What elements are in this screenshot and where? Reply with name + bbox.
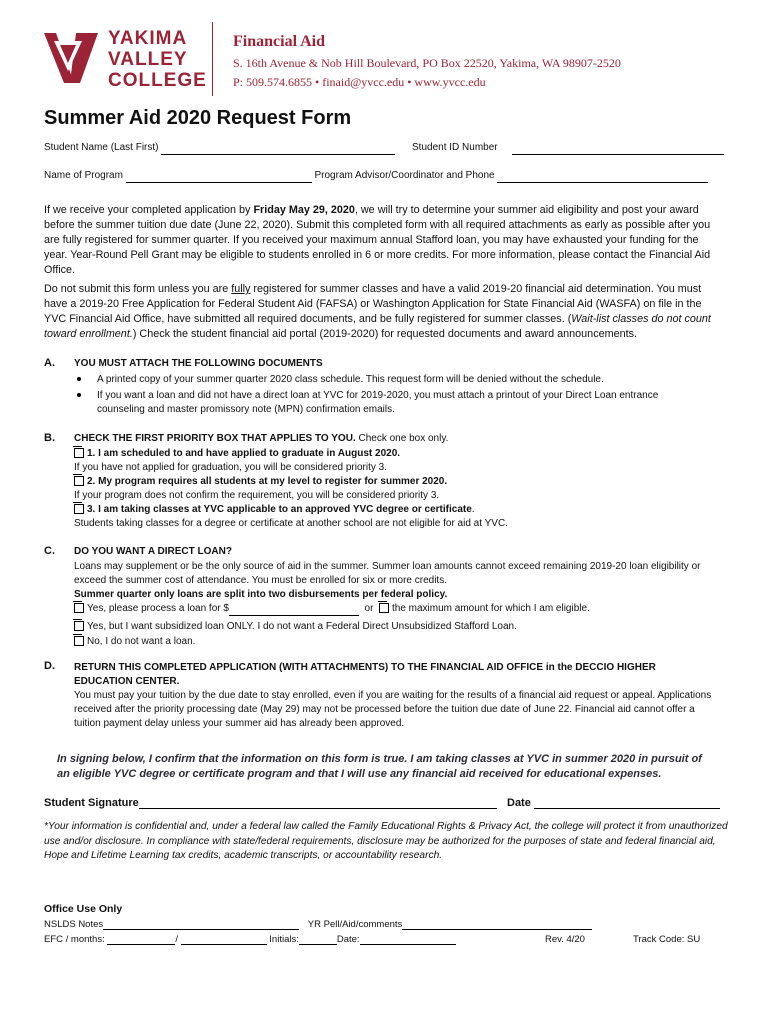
loan-option-none: No, I do not want a loan. [74, 635, 734, 649]
certification-statement: In signing below, I confirm that the information on this form is true. I am taking classes at YVC in summer 2020 in pursuit of an eligible YVC degree or certificate program and that I will use any financial aid received for educational expenses. [57, 753, 702, 780]
student-id-field[interactable] [512, 143, 724, 155]
bullet-icon [77, 393, 81, 397]
priority-1-note: If you have not applied for graduation, you will be considered priority 3. [74, 462, 387, 473]
track-code-label: Track Code: SU [633, 934, 701, 945]
initials-field[interactable] [299, 934, 337, 945]
section-a-letter: A. [44, 357, 55, 369]
intro-paragraph-2: Do not submit this form unless you are fully registered for summer classes and have a valid 2019-20 financial aid determination. You must have a 2019-20 Free Application for Federal Student Aid (FAFSA) or Washington Application for State Financial Aid (WASFA) on file in the YVC Financial Aid Office, have submitted all required documents, and be fully registered for summer classes. (Wait-list classes do not count toward enrollment.) Check the student financial aid portal (2019-2020) for requested documents and award announcements. [44, 283, 711, 340]
priority-1-checkbox[interactable] [74, 448, 84, 458]
priority-2-checkbox[interactable] [74, 476, 84, 486]
section-d-body: You must pay your tuition by the due date to stay enrolled, even if you are waiting for the results of a financial aid request or appeal. Applications received after the priority processing date (May 29) may not be processed before the tuition due date of June 22. Financial aid cannot offer a tuition payment delay unless your summer aid has already been approved. [74, 690, 712, 729]
signature-label: Student Signature [44, 797, 139, 809]
priority-option-3: 3. I am taking classes at YVC applicable to an approved YVC degree or certificate. [74, 503, 734, 517]
section-b-letter: B. [44, 432, 55, 444]
office-row-2: EFC / months: / Initials: Date: [44, 934, 734, 945]
address-line: S. 16th Avenue & Nob Hill Boulevard, PO Box 22520, Yakima, WA 98907-2520 [233, 56, 621, 70]
date-field[interactable] [534, 797, 720, 809]
date-label: Date [507, 797, 531, 809]
office-row-1: NSLDS Notes YR Pell/Aid/comments [44, 919, 592, 930]
section-b-heading: CHECK THE FIRST PRIORITY BOX THAT APPLIES TO YOU. Check one box only. [74, 433, 449, 444]
section-c-letter: C. [44, 545, 55, 557]
signature-row [44, 797, 497, 809]
program-label: Name of Program [44, 170, 123, 181]
nslds-notes-field[interactable] [103, 919, 299, 930]
bullet-icon [77, 377, 81, 381]
advisor-field[interactable] [497, 171, 708, 183]
student-name-row [44, 141, 395, 155]
loan-amount-checkbox[interactable] [74, 603, 84, 613]
advisor-label: Program Advisor/Coordinator and Phone [314, 170, 495, 181]
college-logo-icon [36, 25, 106, 95]
signature-field[interactable] [139, 797, 497, 809]
date-row [507, 797, 720, 809]
revision-label: Rev. 4/20 [545, 934, 585, 945]
loan-subsidized-checkbox[interactable] [74, 621, 84, 631]
student-name-label: Student Name (Last First) [44, 142, 159, 153]
section-a-bullet-1: A printed copy of your summer quarter 2020 class schedule. This request form will be denied without the schedule. [77, 373, 717, 387]
priority-3-note: Students taking classes for a degree or certificate at another school are not eligible for aid at YVC. [74, 518, 508, 529]
loan-none-checkbox[interactable] [74, 636, 84, 646]
page-title: Summer Aid 2020 Request Form [44, 107, 352, 129]
priority-2-note: If your program does not confirm the requirement, you will be considered priority 3. [74, 490, 440, 501]
privacy-notice: *Your information is confidential and, under a federal law called the Family Educational Rights & Privacy Act, the college will protect it from unauthorized use and/or disclosure. In compliance with state/federal requirements, disclosure may be authorized for the purposes of state and federal financial aid, Hope and Lifetime Learning tax credits, academic transcripts, or accountability research. [44, 821, 728, 861]
section-c-body: Loans may supplement or be the only source of aid in the summer. Summer loan amounts cannot exceed remaining 2019-20 loan eligibility or exceed the summer cost of attendance. You must be enrolled for six or more credits. [74, 561, 701, 586]
months-field[interactable] [181, 934, 267, 945]
intro-paragraph-1: If we receive your completed application by Friday May 29, 2020, we will try to determine your summer aid eligibility and post your award before the summer tuition due date (June 22, 2020). Submit this completed form with all required attachments as early as possible after you are fully registered for summer quarter. If you received your maximum annual Stafford loan, you may have exhausted your funding for the year. Year-Round Pell Grant may be eligible to students enrolled in 6 or more credits. For more information, please contact the Financial Aid Office. [44, 204, 711, 276]
header-divider [212, 22, 213, 96]
efc-field[interactable] [107, 934, 175, 945]
department-name: Financial Aid [233, 33, 326, 50]
loan-option-amount: Yes, please process a loan for $ or the maximum amount for which I am eligible. [74, 602, 734, 616]
priority-option-2: 2. My program requires all students at my level to register for summer 2020. [74, 475, 734, 489]
section-d-letter: D. [44, 660, 55, 672]
office-use-heading: Office Use Only [44, 903, 123, 915]
yr-pell-field[interactable] [402, 919, 592, 930]
program-field[interactable] [126, 171, 312, 183]
college-logo-text: YAKIMA VALLEY COLLEGE [108, 28, 207, 91]
loan-amount-field[interactable] [229, 604, 359, 616]
priority-3-checkbox[interactable] [74, 504, 84, 514]
section-d-heading: RETURN THIS COMPLETED APPLICATION (WITH ATTACHMENTS) TO THE FINANCIAL AID OFFICE in the DECCIO HIGHER EDUCATION CENTER. [74, 662, 656, 687]
section-c-bold-line: Summer quarter only loans are split into two disbursements per federal policy. [74, 589, 448, 600]
section-c-heading: DO YOU WANT A DIRECT LOAN? [74, 546, 232, 557]
loan-option-subsidized: Yes, but I want subsidized loan ONLY. I do not want a Federal Direct Unsubsidized Stafford Loan. [74, 620, 734, 634]
office-date-field[interactable] [360, 934, 456, 945]
section-a-bullet-2: If you want a loan and did not have a direct loan at YVC for 2019-2020, you must attach a printout of your Direct Loan entrance counseling and master promissory note (MPN) confirmation emails. [77, 389, 717, 417]
program-row [44, 169, 708, 183]
student-id-label: Student ID Number [412, 142, 498, 153]
section-a-heading: YOU MUST ATTACH THE FOLLOWING DOCUMENTS [74, 358, 323, 369]
loan-maximum-checkbox[interactable] [379, 603, 389, 613]
contact-line: P: 509.574.6855 • finaid@yvcc.edu • www.yvcc.edu [233, 75, 486, 89]
priority-option-1: 1. I am scheduled to and have applied to graduate in August 2020. [74, 447, 734, 461]
student-name-field[interactable] [161, 143, 395, 155]
